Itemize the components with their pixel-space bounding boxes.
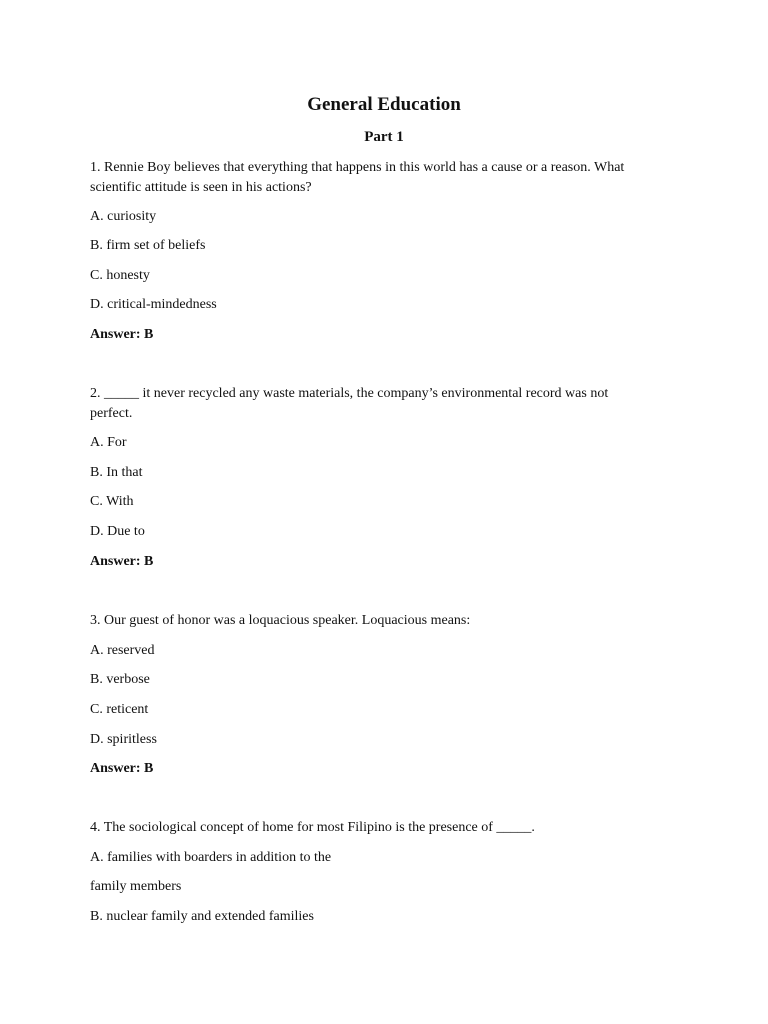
question-2-answer: Answer: B	[90, 554, 154, 569]
question-4-option-a-line-1: A. families with boarders in addition to the	[90, 850, 332, 865]
question-3-option-a: A. reserved	[90, 643, 155, 658]
question-1-option-d: D. critical-mindedness	[90, 297, 217, 312]
question-1-option-b: B. firm set of beliefs	[90, 238, 206, 253]
question-2-option-a: A. For	[90, 435, 127, 450]
question-3-option-d: D. spiritless	[90, 732, 157, 747]
question-1-text-line-2: scientific attitude is seen in his actions?	[90, 180, 312, 195]
question-3-answer: Answer: B	[90, 761, 154, 776]
question-2-option-d: D. Due to	[90, 524, 145, 539]
question-2-option-c: C. With	[90, 494, 134, 509]
question-1-text-line-1: 1. Rennie Boy believes that everything that happens in this world has a cause or a reason. What	[90, 160, 625, 175]
question-2-text-line-2: perfect.	[90, 406, 133, 421]
question-3-option-c: C. reticent	[90, 702, 149, 717]
part-heading: Part 1	[364, 129, 404, 145]
document-title: General Education	[307, 94, 461, 115]
question-2-option-b: B. In that	[90, 465, 143, 480]
question-4-option-a-line-2: family members	[90, 879, 182, 894]
question-1-option-c: C. honesty	[90, 268, 150, 283]
question-1-answer: Answer: B	[90, 327, 154, 342]
question-3-text-line-1: 3. Our guest of honor was a loquacious speaker. Loquacious means:	[90, 613, 471, 628]
question-4-option-b: B. nuclear family and extended families	[90, 909, 314, 924]
question-4-text-line-1: 4. The sociological concept of home for most Filipino is the presence of _____.	[90, 820, 535, 835]
question-1-option-a: A. curiosity	[90, 209, 157, 224]
question-3-option-b: B. verbose	[90, 672, 150, 687]
question-2-text-line-1: 2. _____ it never recycled any waste materials, the company’s environmental record was not	[90, 386, 609, 401]
